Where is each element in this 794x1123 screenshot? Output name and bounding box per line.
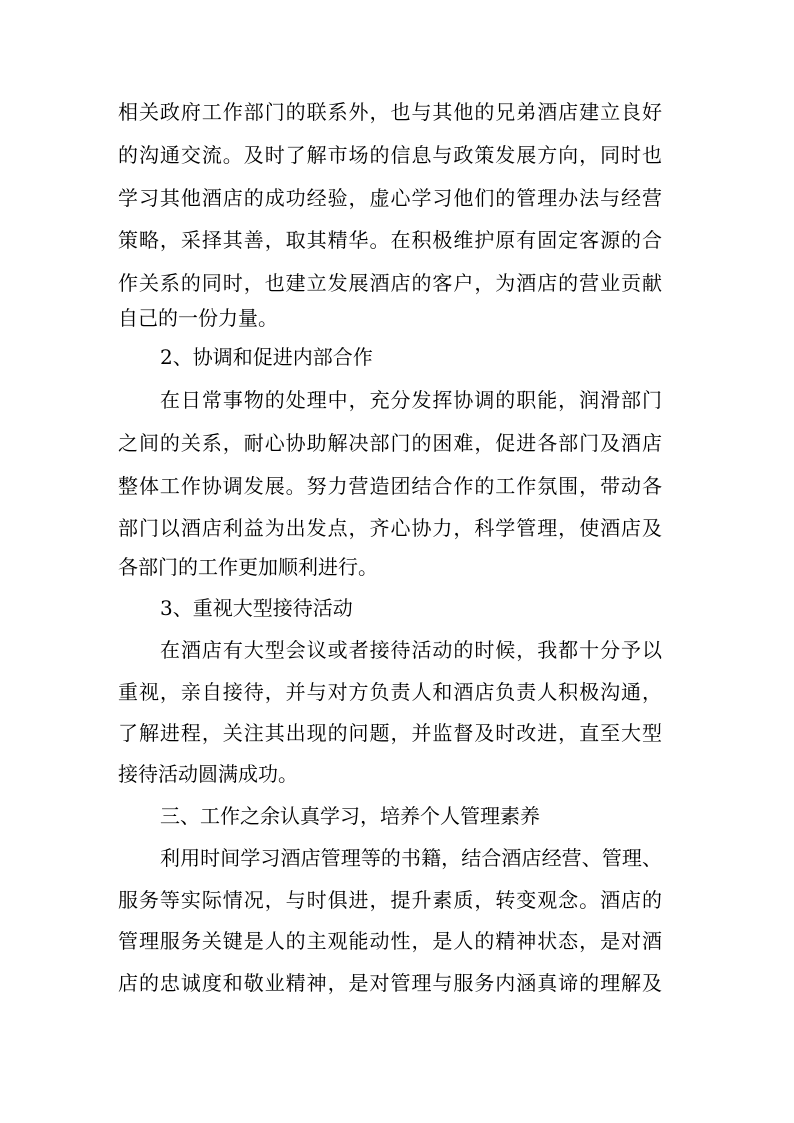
paragraph-line: 接待活动圆满成功。: [118, 762, 298, 786]
paragraph-line: 部门以酒店利益为出发点，齐心协力，科学管理，使酒店及: [118, 516, 662, 540]
paragraph-line: 服务等实际情况，与时俱进，提升素质，转变观念。酒店的: [118, 888, 662, 912]
paragraph-line: 作关系的同时，也建立发展酒店的客户，为酒店的营业贡献: [118, 271, 662, 295]
paragraph-line: 各部门的工作更加顺利进行。: [118, 555, 378, 579]
section-heading: 2、协调和促进内部合作: [160, 345, 373, 369]
paragraph-line: 管理服务关键是人的主观能动性，是人的精神状态，是对酒: [118, 929, 662, 953]
paragraph-line: 店的忠诚度和敬业精神，是对管理与服务内涵真谛的理解及: [118, 971, 662, 995]
paragraph-line: 策略，采择其善，取其精华。在积极维护原有固定客源的合: [118, 228, 662, 252]
paragraph-line: 重视，亲自接待，并与对方负责人和酒店负责人积极沟通，: [118, 680, 662, 704]
paragraph-line: 利用时间学习酒店管理等的书籍，结合酒店经营、管理、: [160, 846, 662, 870]
section-heading: 3、重视大型接待活动: [160, 596, 353, 620]
paragraph-line: 整体工作协调发展。努力营造团结合作的工作氛围，带动各: [118, 474, 662, 498]
paragraph-line: 了解进程，关注其出现的问题，并监督及时改进，直至大型: [118, 721, 662, 745]
paragraph-line: 的沟通交流。及时了解市场的信息与政策发展方向，同时也: [118, 143, 662, 167]
paragraph-line: 学习其他酒店的成功经验，虚心学习他们的管理办法与经营: [118, 186, 662, 210]
paragraph-line: 在酒店有大型会议或者接待活动的时候，我都十分予以: [160, 638, 662, 662]
section-heading: 三、工作之余认真学习，培养个人管理素养: [160, 804, 540, 828]
paragraph-line: 之间的关系，耐心协助解决部门的困难，促进各部门及酒店: [118, 431, 662, 455]
paragraph-line: 自己的一份力量。: [118, 306, 278, 330]
paragraph-line: 在日常事物的处理中，充分发挥协调的职能，润滑部门: [160, 388, 662, 412]
paragraph-line: 相关政府工作部门的联系外，也与其他的兄弟酒店建立良好: [118, 100, 662, 124]
